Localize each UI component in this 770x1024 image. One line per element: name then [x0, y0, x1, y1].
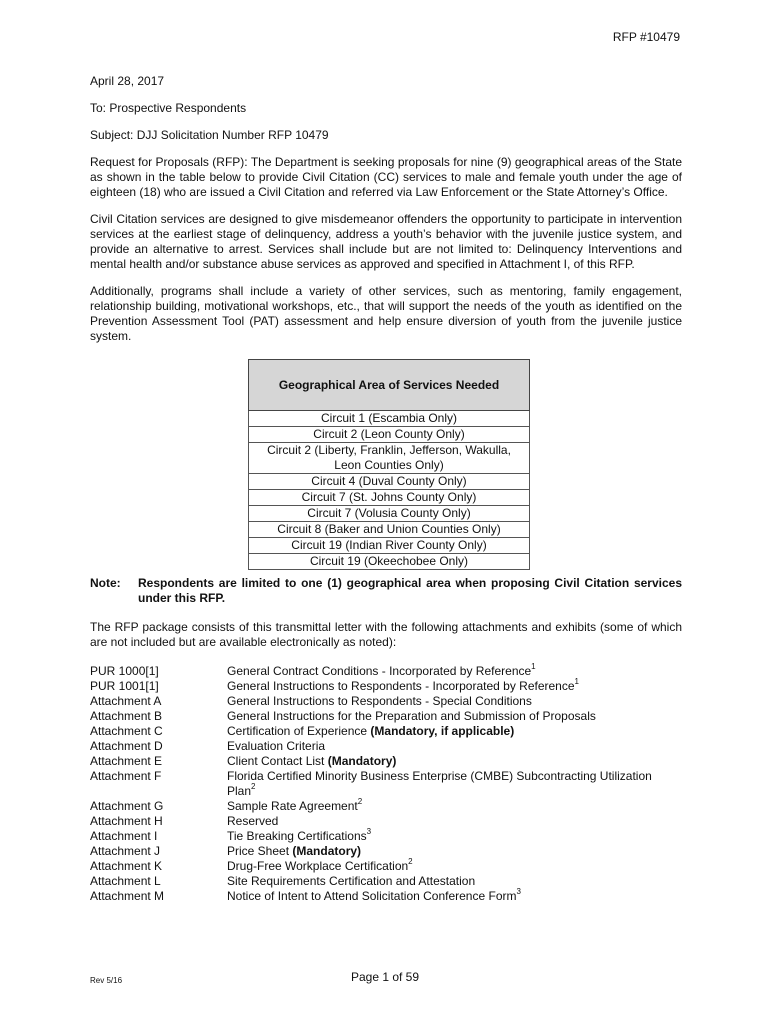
table-row: Circuit 19 (Indian River County Only) [249, 538, 530, 554]
list-item [90, 664, 682, 679]
letter-body [90, 74, 682, 904]
table-row: Circuit 19 (Okeechobee Only) [249, 554, 530, 570]
footnote-marker: 2 [251, 782, 256, 791]
list-item [90, 754, 682, 769]
list-item [90, 799, 682, 814]
attachment-description: Reserved [227, 814, 279, 828]
attachment-code: Attachment I [90, 829, 158, 843]
footnote-marker: 2 [408, 857, 413, 866]
attachment-code: Attachment J [90, 844, 161, 858]
note-text: Respondents are limited to one (1) geographical area when proposing Civil Citation services under this RFP. [138, 576, 682, 605]
attachment-code: Attachment C [90, 724, 163, 738]
attachment-code: PUR 1000[1] [90, 664, 159, 678]
table-row: Circuit 7 (Volusia County Only) [249, 506, 530, 522]
list-item [90, 814, 682, 829]
paragraph-rfp: Request for Proposals (RFP): The Department is seeking proposals for nine (9) geographical areas of the State as shown in the table below to provide Civil Citation (CC) services to male and female youth under the age of eighteen (18) who are issued a Civil Citation and referred via Law Enforcement or the State Attorney’s Office. [90, 155, 682, 199]
letter-subject: Subject: DJJ Solicitation Number RFP 10479 [90, 128, 329, 142]
attachment-description: Certification of Experience (Mandatory, if applicable) [227, 724, 515, 738]
attachment-description: Tie Breaking Certifications$^3$ [227, 827, 372, 843]
list-item [90, 859, 682, 874]
footnote-marker: 1 [531, 662, 536, 671]
attachment-description: Notice of Intent to Attend Solicitation Conference Form$^3$ [227, 887, 521, 903]
attachment-list [90, 664, 682, 904]
attachment-code: Attachment G [90, 799, 164, 813]
attachment-description: General Instructions to Respondents - Special Conditions [227, 694, 532, 708]
table-row: Circuit 2 (Liberty, Franklin, Jefferson, Wakulla, Leon Counties Only) [249, 443, 530, 474]
list-item [90, 739, 682, 754]
list-item [90, 709, 682, 724]
list-item [90, 844, 682, 859]
rfp-number: RFP #10479 [612, 30, 680, 44]
revision-label: Rev 5/16 [90, 976, 123, 985]
attachment-description: Client Contact List (Mandatory) [227, 754, 397, 768]
note [90, 576, 682, 606]
attachment-code: Attachment F [90, 769, 162, 783]
attachment-description: General Instructions for the Preparation and Submission of Proposals [227, 709, 596, 723]
attachment-description: Sample Rate Agreement$^2$ [227, 797, 363, 813]
attachment-code: Attachment B [90, 709, 163, 723]
attachment-description: General Contract Conditions - Incorporated by Reference$^1$ [227, 662, 536, 678]
list-item [90, 694, 682, 709]
list-item [90, 889, 682, 904]
attachment-code: Attachment H [90, 814, 163, 828]
geographical-area-table [248, 359, 530, 570]
attachment-code: Attachment E [90, 754, 163, 768]
list-item [90, 769, 682, 799]
table-header: Geographical Area of Services Needed [249, 360, 530, 411]
attachment-description: General Instructions to Respondents - Incorporated by Reference$^1$ [227, 677, 579, 693]
table-row: Circuit 4 (Duval County Only) [249, 474, 530, 490]
attachment-code: PUR 1001[1] [90, 679, 159, 693]
attachment-description: Drug-Free Workplace Certification$^2$ [227, 857, 413, 873]
attachment-code: Attachment L [90, 874, 161, 888]
table-row: Circuit 8 (Baker and Union Counties Only) [249, 522, 530, 538]
footnote-marker: 3 [366, 827, 372, 836]
table-row: Circuit 7 (St. Johns County Only) [249, 490, 530, 506]
attachment-description: Site Requirements Certification and Attestation [227, 874, 476, 888]
list-item [90, 679, 682, 694]
letter-to: To: Prospective Respondents [90, 101, 247, 115]
package-intro: The RFP package consists of this transmittal letter with the following attachments and exhibits (some of which are not included but are available electronically as noted): [90, 620, 682, 649]
footnote-marker: 1 [574, 677, 579, 686]
list-item [90, 874, 682, 889]
attachment-code: Attachment M [90, 889, 165, 903]
table-row: Circuit 2 (Leon County Only) [249, 427, 530, 443]
attachment-code: Attachment K [90, 859, 163, 873]
attachment-description: Evaluation Criteria [227, 739, 326, 753]
footnote-marker: 2 [357, 797, 363, 806]
letter-date: April 28, 2017 [90, 74, 165, 88]
footnote-marker: 3 [516, 887, 521, 896]
list-item [90, 724, 682, 739]
note-label: Note: [90, 576, 121, 590]
page-number: Page 1 of 59 [350, 970, 420, 984]
attachment-code: Attachment A [90, 694, 162, 708]
attachment-description: Florida Certified Minority Business Enterprise (CMBE) Subcontracting Utilization Plan$^2$ [227, 769, 652, 798]
paragraph-additionally: Additionally, programs shall include a variety of other services, such as mentoring, family engagement, relationship building, motivational workshops, etc., that will support the needs of the youth as identified on the Prevention Assessment Tool (PAT) assessment and help ensure diversion of youth from the juvenile justice system. [90, 284, 682, 343]
attachment-description: Price Sheet (Mandatory) [227, 844, 362, 858]
table-row: Circuit 1 (Escambia Only) [249, 411, 530, 427]
list-item [90, 829, 682, 844]
attachment-code: Attachment D [90, 739, 163, 753]
paragraph-civil-citation: Civil Citation services are designed to give misdemeanor offenders the opportunity to participate in intervention services at the earliest stage of delinquency, address a youth’s behavior with the juvenile justice system, and provide an alternative to arrest. Services shall include but are not limited to: Delinquency Interventions and mental health and/or substance abuse services as approved and specified in Attachment I, of this RFP. [90, 212, 682, 271]
